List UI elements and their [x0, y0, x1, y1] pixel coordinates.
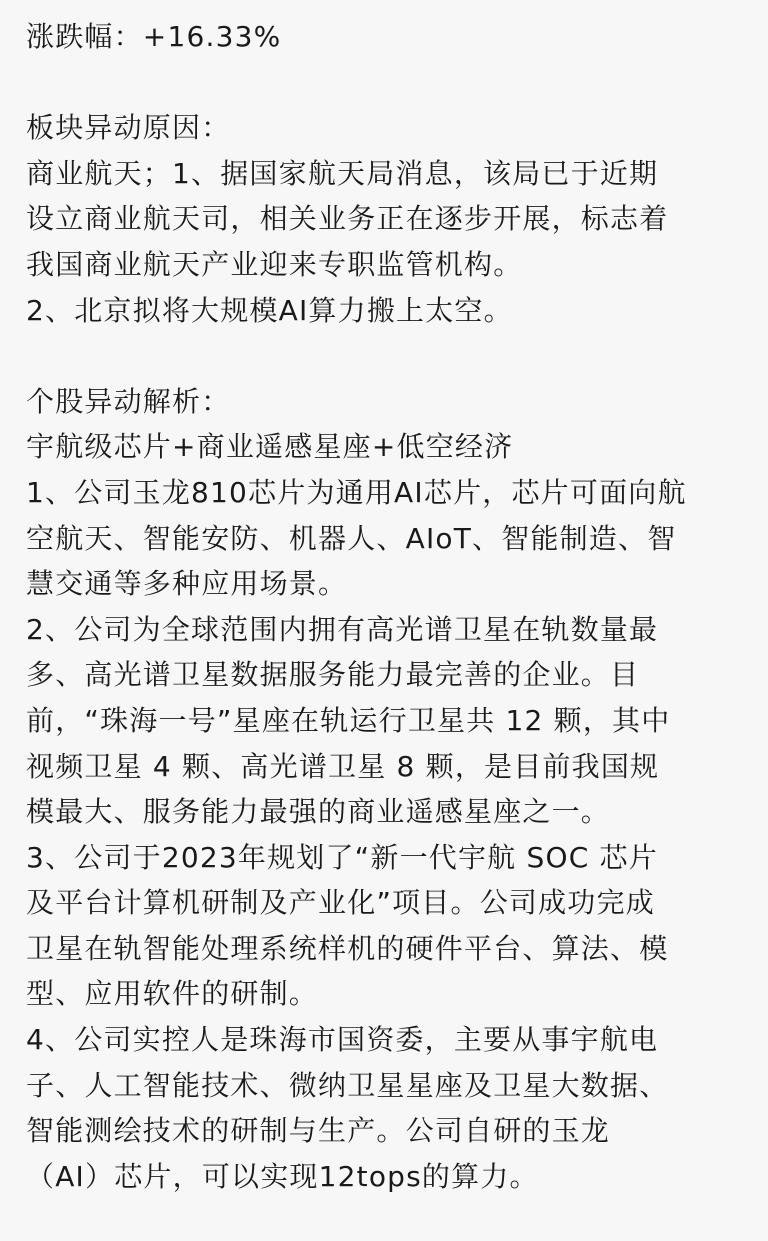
blank-line: [26, 60, 744, 106]
stock-analysis-line: 1、公司玉龙810芯片为通用AI芯片，芯片可面向航: [26, 475, 687, 509]
stock-analysis-line: 慧交通等多种应用场景。: [26, 567, 348, 601]
stock-analysis-line: 及平台计算机研制及产业化”项目。公司成功完成: [26, 886, 655, 920]
stock-analysis-line: 4、公司实控人是珠海市国资委，主要从事宇航电: [26, 1023, 659, 1057]
sector-reason-line: 我国商业航天产业迎来专职监管机构。: [26, 247, 523, 281]
stock-analysis-line: 空航天、智能安防、机器人、AIoT、智能制造、智: [26, 521, 677, 555]
stock-analysis-line: 子、人工智能技术、微纳卫星星座及卫星大数据、: [26, 1068, 669, 1102]
price-change-line: 涨跌幅：+16.33%: [26, 20, 282, 53]
stock-analysis-line: （AI）芯片，可以实现12tops的算力。: [26, 1159, 539, 1193]
stock-analysis-line: 前，“珠海一号”星座在轨运行卫星共 12 颗，其中: [26, 703, 671, 737]
stock-analysis-line: 宇航级芯片+商业遥感星座+低空经济: [26, 430, 514, 464]
sector-reason-line: 商业航天；1、据国家航天局消息，该局已于近期: [26, 156, 659, 190]
stock-analysis-line: 模最大、服务能力最强的商业遥感星座之一。: [26, 795, 611, 829]
sector-reason-line: 2、北京拟将大规模AI算力搬上太空。: [26, 293, 513, 327]
stock-analysis-line: 多、高光谱卫星数据服务能力最完善的企业。目: [26, 658, 640, 692]
sector-reason-heading: 板块异动原因：: [26, 111, 231, 145]
blank-line: [26, 333, 744, 379]
sector-reason-line: 设立商业航天司，相关业务正在逐步开展，标志着: [26, 202, 669, 236]
stock-analysis-line: 型、应用软件的研制。: [26, 977, 319, 1011]
stock-analysis-line: 卫星在轨智能处理系统样机的硬件平台、算法、模: [26, 931, 669, 965]
stock-analysis-line: 智能测绘技术的研制与生产。公司自研的玉龙: [26, 1114, 611, 1148]
stock-analysis-line: 视频卫星 4 颗、高光谱卫星 8 颗，是目前我国规: [26, 749, 660, 783]
stock-analysis-line: 2、公司为全球范围内拥有高光谱卫星在轨数量最: [26, 612, 659, 646]
stock-analysis-heading: 个股异动解析：: [26, 384, 231, 418]
stock-analysis-line: 3、公司于2023年规划了“新一代宇航 SOC 芯片: [26, 840, 658, 874]
